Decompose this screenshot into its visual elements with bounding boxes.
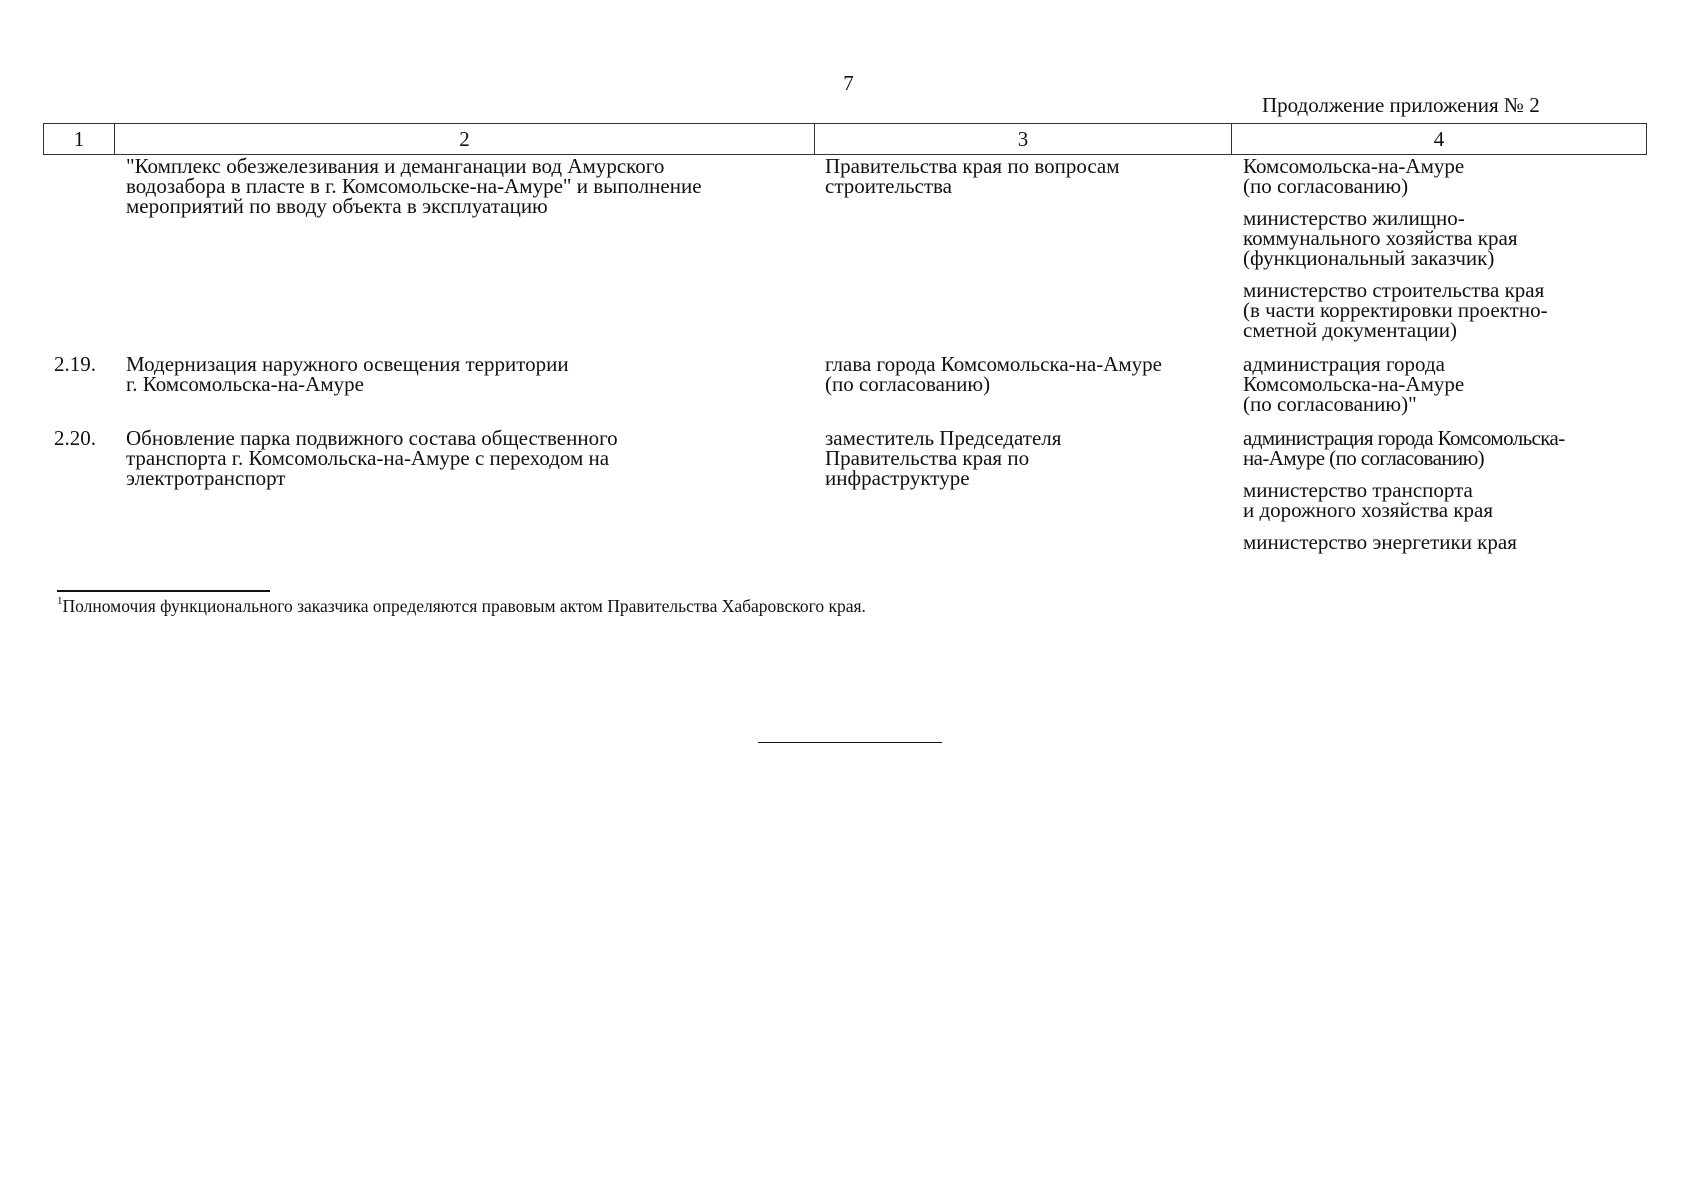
row-responsible-cell <box>825 354 1162 394</box>
executor-entry <box>1243 480 1565 520</box>
responsible-line: глава города Комсомольска-на-Амуре <box>825 352 1162 376</box>
footnote-marker: 1 <box>57 595 63 607</box>
executor-line: на-Амуре (по согласованию) <box>1243 446 1485 470</box>
page-number: 7 <box>843 71 854 95</box>
row-number: 2.20. <box>54 426 96 450</box>
header-cell-2: 2 <box>115 124 815 154</box>
executor-line: (функциональный заказчик) <box>1243 246 1495 270</box>
executor-line: Комсомольска-на-Амуре <box>1243 372 1465 396</box>
table-header-row <box>43 123 1647 155</box>
footnote-separator <box>57 590 270 592</box>
executor-line: министерство энергетики края <box>1243 530 1517 554</box>
executor-entry <box>1243 280 1548 340</box>
footnote <box>57 596 866 616</box>
header-cell-4: 4 <box>1433 126 1445 151</box>
executor-entry <box>1243 532 1565 552</box>
footnote-text: Полномочия функционального заказчика определяются правовым актом Правительства Хабаровского края. <box>62 596 866 616</box>
appendix-continuation-label: Продолжение приложения № 2 <box>1262 93 1540 117</box>
executor-line: коммунального хозяйства края <box>1243 226 1518 250</box>
row-measure-cell <box>126 428 618 488</box>
executor-entry <box>1243 428 1565 468</box>
executor-line: сметной документации) <box>1243 318 1457 342</box>
responsible-line: Правительства края по <box>825 446 1030 470</box>
row-executors-cell <box>1243 156 1548 352</box>
row-measure-cell <box>126 156 702 216</box>
measure-line: водозабора в пласте в г. Комсомольске-на-Амуре" и выполнение <box>126 174 702 198</box>
measure-line: Модернизация наружного освещения территории <box>126 352 569 376</box>
executor-line: (по согласованию) <box>1243 174 1409 198</box>
measure-line: г. Комсомольска-на-Амуре <box>126 372 364 396</box>
responsible-line: инфраструктуре <box>825 466 970 490</box>
row-responsible-cell <box>825 156 1120 196</box>
measure-line: "Комплекс обезжелезивания и деманганации вод Амурского <box>126 154 665 178</box>
executor-entry <box>1243 354 1464 414</box>
executor-line: (в части корректировки проектно- <box>1243 298 1548 322</box>
executor-line: администрация города Комсомольска- <box>1243 426 1565 450</box>
header-cell-1: 1 <box>44 124 115 154</box>
executor-line: Комсомольска-на-Амуре <box>1243 154 1465 178</box>
row-executors-cell <box>1243 354 1464 414</box>
row-responsible-cell <box>825 428 1061 488</box>
executor-line: министерство транспорта <box>1243 478 1473 502</box>
responsible-line: строительства <box>825 174 953 198</box>
measure-line: транспорта г. Комсомольска-на-Амуре с переходом на <box>126 446 610 470</box>
responsible-line: Правительства края по вопросам <box>825 154 1120 178</box>
measure-line: электротранспорт <box>126 466 286 490</box>
row-measure-cell <box>126 354 569 394</box>
row-executors-cell <box>1243 428 1565 564</box>
executor-line: администрация города <box>1243 352 1445 376</box>
responsible-line: заместитель Председателя <box>825 426 1062 450</box>
executor-line: министерство строительства края <box>1243 278 1545 302</box>
executor-entry <box>1243 208 1548 268</box>
executor-entry <box>1243 156 1548 196</box>
measure-line: Обновление парка подвижного состава общественного <box>126 426 618 450</box>
executor-line: министерство жилищно- <box>1243 206 1465 230</box>
responsible-line: (по согласованию) <box>825 372 991 396</box>
row-number: 2.19. <box>54 352 96 376</box>
executor-line: (по согласованию)" <box>1243 392 1417 416</box>
document-end-rule <box>758 742 942 743</box>
measure-line: мероприятий по вводу объекта в эксплуатацию <box>126 194 548 218</box>
header-cell-3: 3 <box>815 124 1232 154</box>
executor-line: и дорожного хозяйства края <box>1243 498 1494 522</box>
